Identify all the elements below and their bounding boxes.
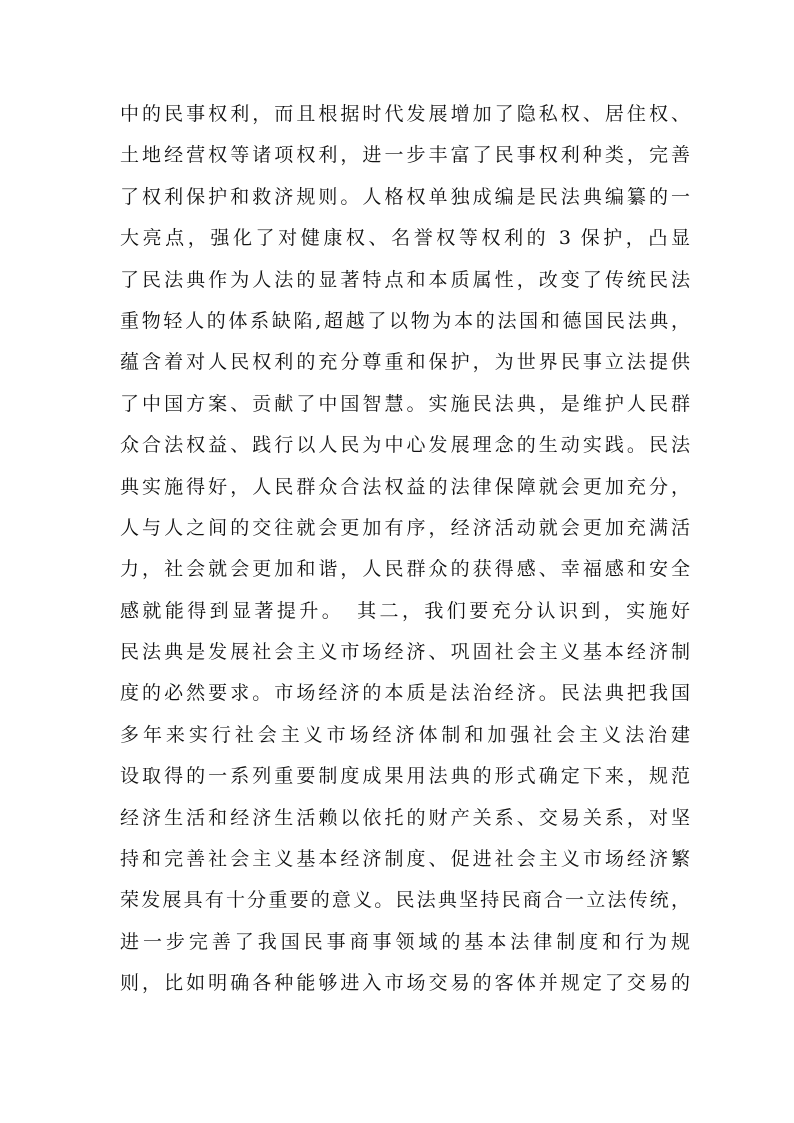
text-line: 力，社会就会更加和谐，人民群众的获得感、幸福感和安全 (120, 558, 690, 581)
text-line: 度的必然要求。市场经济的本质是法治经济。民法典把我国 (120, 682, 690, 705)
text-line: 经济生活和经济生活赖以依托的财产关系、交易关系，对坚 (120, 806, 690, 829)
text-line: 典实施得好，人民群众合法权益的法律保障就会更加充分， (120, 475, 690, 498)
text-line: 了民法典作为人法的显著特点和本质属性，改变了传统民法 (120, 268, 690, 291)
text-line: 进一步完善了我国民事商事领域的基本法律制度和行为规 (120, 930, 690, 953)
text-line: 重物轻人的体系缺陷,超越了以物为本的法国和德国民法典， (120, 309, 690, 332)
text-line: 设取得的一系列重要制度成果用法典的形式确定下来，规范 (120, 765, 690, 788)
text-line: 中的民事权利，而且根据时代发展增加了隐私权、居住权、 (120, 103, 690, 125)
text-line: 感就能得到显著提升。 其二，我们要充分认识到，实施好 (120, 599, 690, 622)
text-line: 土地经营权等诸项权利，进一步丰富了民事权利种类，完善 (120, 144, 690, 167)
text-line: 则，比如明确各种能够进入市场交易的客体并规定了交易的 (120, 972, 690, 995)
text-line: 众合法权益、践行以人民为中心发展理念的生动实践。民法 (120, 434, 690, 457)
text-line: 民法典是发展社会主义市场经济、巩固社会主义基本经济制 (120, 641, 690, 664)
text-line: 大亮点，强化了对健康权、名誉权等权利的 3 保护，凸显 (120, 227, 690, 250)
text-line: 荣发展具有十分重要的意义。民法典坚持民商合一立法传统， (120, 889, 690, 912)
text-line: 多年来实行社会主义市场经济体制和加强社会主义法治建 (120, 723, 690, 746)
text-line: 持和完善社会主义基本经济制度、促进社会主义市场经济繁 (120, 848, 690, 871)
text-line: 了中国方案、贡献了中国智慧。实施民法典，是维护人民群 (120, 392, 690, 415)
text-line: 蕴含着对人民权利的充分尊重和保护，为世界民事立法提供 (120, 351, 690, 374)
text-line: 人与人之间的交往就会更加有序，经济活动就会更加充满活 (120, 516, 690, 539)
body-text (120, 94, 690, 1005)
text-line: 了权利保护和救济规则。人格权单独成编是民法典编纂的一 (120, 185, 690, 208)
